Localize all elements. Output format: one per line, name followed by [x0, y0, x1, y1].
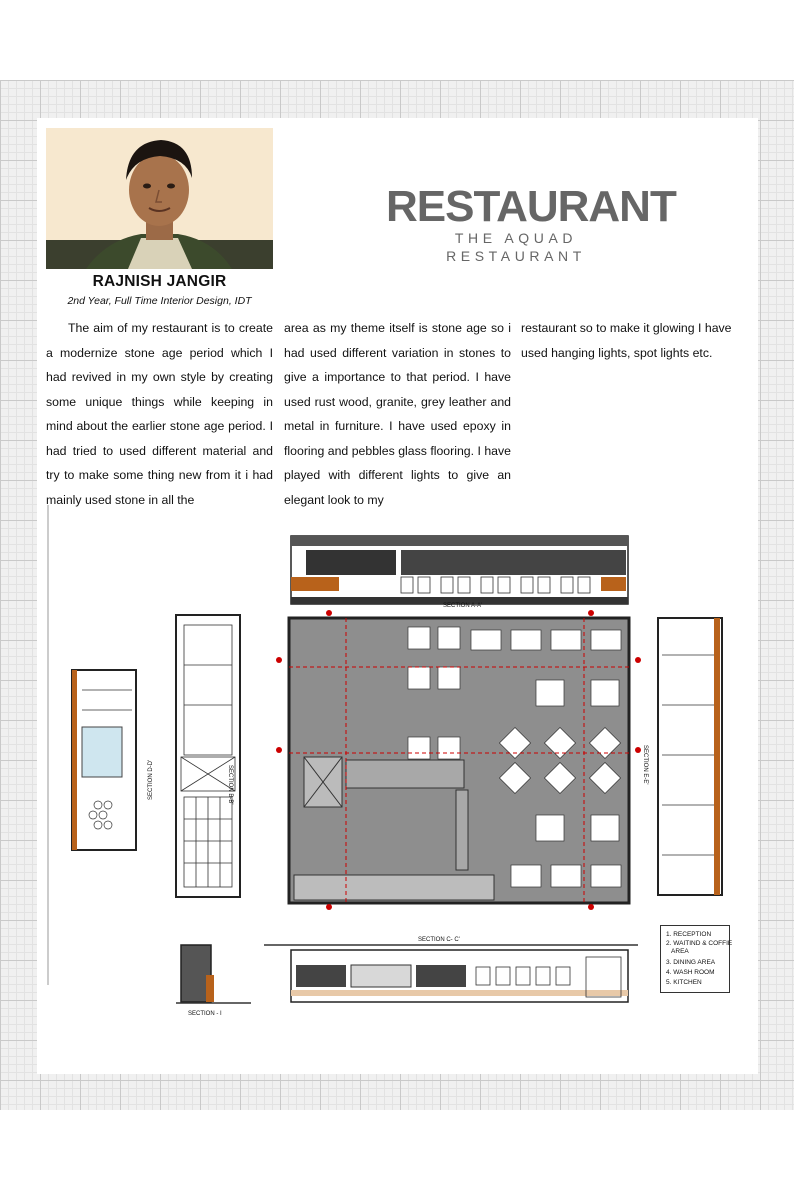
section-cc-drawing	[264, 945, 638, 1002]
legend-item: 1. RECEPTION	[666, 931, 712, 938]
floor-plan-drawing	[276, 610, 641, 910]
section-cc-label: SECTION C- C'	[418, 937, 460, 943]
author-name: RAJNISH JANGIR	[92, 273, 227, 290]
page-subtitle: THE AQUAD RESTAURANT	[446, 230, 586, 264]
legend-item: 4. WASH ROOM	[666, 969, 715, 976]
legend-item: 3. DINING AREA	[666, 959, 716, 966]
section-dd-drawing	[72, 670, 136, 850]
section-bb-drawing	[176, 615, 240, 897]
author-course: 2nd Year, Full Time Interior Design, IDT	[67, 295, 252, 307]
section-i-label: SECTION - I	[188, 1011, 222, 1017]
floor-plan-legend	[660, 925, 733, 993]
section-i-drawing	[176, 945, 251, 1003]
body-column-1: The aim of my restaurant is to create a modernize stone age period which I had revived in my own style by creating some unique things while keeping in mind about the earlier stone age period. I had tried to used different material and try to make some thing new from it i had mainly used stone in all the	[46, 321, 273, 507]
legend-item: 5. KITCHEN	[666, 979, 702, 986]
section-dd-label: SECTION D-D'	[148, 759, 154, 800]
section-aa-drawing	[291, 536, 628, 604]
section-ee-drawing	[658, 618, 722, 895]
author-photo	[46, 128, 273, 269]
legend-item: 2. WAITIND & COFFIE AREA	[666, 940, 733, 955]
section-bb-label: SECTION B-B'	[227, 765, 233, 805]
section-aa-label: SECTION A-A'	[443, 603, 483, 609]
section-ee-label: SECTION E-E'	[642, 745, 648, 785]
body-column-3: restaurant so to make it glowing I have used hanging lights, spot lights etc.	[521, 321, 732, 360]
body-column-2: area as my theme itself is stone age so i had used different variation in stones to give a importance to that period. I have used rust wood, granite, grey leather and metal in furniture. I have used epoxy in flooring and pebbles glass flooring. I have played with different lights to give an elegant look to my	[284, 321, 511, 507]
page-title: RESTAURANT	[386, 182, 676, 231]
